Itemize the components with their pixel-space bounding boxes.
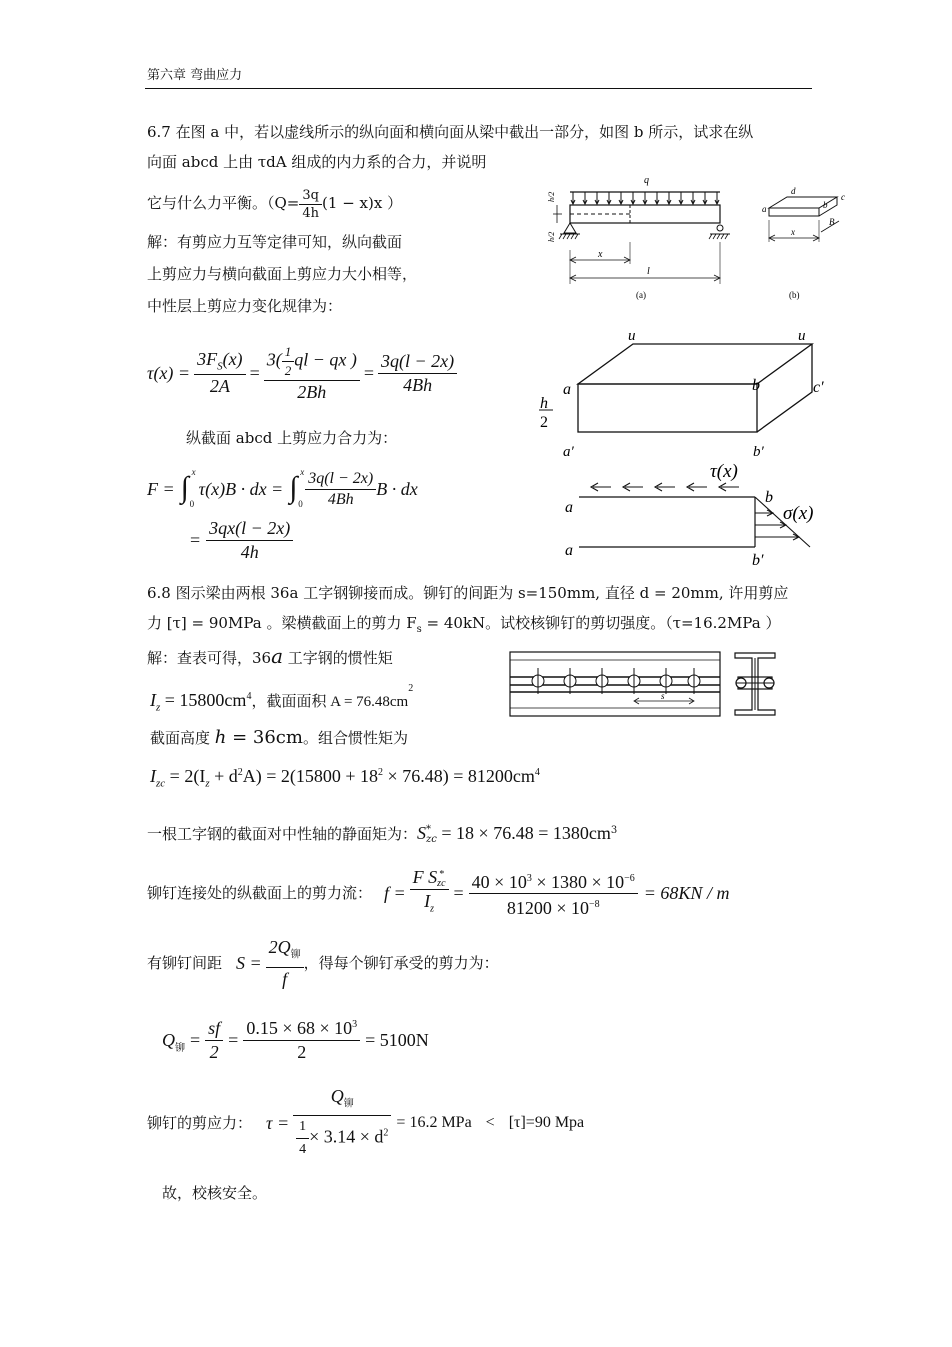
half-den: 2 (284, 362, 292, 378)
piece-label-b: b (823, 200, 828, 210)
tau-f1-den: 2A (209, 375, 230, 396)
Q-symbol: Q (162, 1029, 175, 1050)
half-num: 1 (282, 344, 295, 362)
sigma-label: σ(x) (783, 503, 814, 524)
f-frac-2 (469, 869, 638, 918)
F-res-den: 4h (240, 541, 259, 562)
p68-line2-main: 力 [τ] = 90MPa 。梁横截面上的剪力 F (147, 614, 417, 632)
tau-f2-pre: 3( (266, 349, 282, 370)
tau-f3-num: 3q(l − 2x) (378, 351, 457, 374)
x-dim-label: x (598, 249, 603, 260)
block-top-label: u (628, 332, 636, 344)
Iz-symbol: I (150, 690, 156, 710)
integral-sign-1: ∫ x 0 (180, 467, 196, 509)
Iz-sub: z (156, 701, 161, 714)
stress-label-a2: a (565, 542, 573, 559)
int-upper-1: x (191, 467, 196, 477)
h-half-top-label: h/2 (547, 191, 556, 202)
solution-6-8-line1 (147, 646, 393, 668)
line3-post: (1 − x)x ） (322, 194, 403, 212)
tau-equation (147, 335, 457, 411)
eq-sign: = (249, 362, 260, 383)
Izc-sub: zc (156, 777, 166, 790)
figure-a-beam (540, 170, 740, 305)
tau-f3-den: 4Bh (403, 374, 433, 395)
Iz-exp: 4 (246, 691, 252, 702)
solution-6-7-line3: 中性层上剪应力变化规律为： (147, 297, 343, 315)
eq-sign: = (228, 1029, 239, 1050)
integral-sign-2: ∫ x 0 (289, 467, 305, 509)
eq-sign: = (190, 1029, 201, 1050)
Q-sub: 铆 (175, 1043, 185, 1054)
tau-lhs: τ(x) = (147, 362, 191, 383)
S-frac-den: f (282, 968, 288, 989)
Izc-part1: = 2(I (165, 766, 206, 786)
Izc-part3: A) = 2(15800 + 18 (242, 766, 379, 786)
height-post: 。组合惯性矩为 (302, 729, 408, 747)
S-frac-num-sub: 铆 (290, 949, 301, 961)
F-int-1: τ(x)B · dx = (198, 478, 284, 499)
f2-den: 81200 × 10 (506, 897, 589, 918)
height-pre: 截面高度 (150, 729, 215, 747)
f-S-sub: zc (437, 877, 446, 889)
tau-f1-arg: (x) (222, 349, 243, 370)
piece-label-c: c (841, 192, 845, 202)
tau-rivet-lhs: τ = (266, 1113, 290, 1133)
height-h: h (214, 727, 227, 748)
tau-frac-1 (194, 349, 245, 397)
tau-rivet-den-e: 2 (383, 1127, 389, 1139)
block-label-a-prime: a′ (563, 444, 574, 460)
S-symbol: S (417, 823, 427, 843)
eq-sign: = (363, 362, 375, 383)
block-front-face (578, 384, 757, 432)
solution-6-7-line2: 上剪应力与横向截面上剪应力大小相等， (147, 265, 418, 283)
S-frac (266, 937, 304, 989)
F-frac-num: 3q(l − 2x) (305, 470, 376, 490)
problem-6-7-line2: 向面 abcd 上由 τdA 组成的内力系的合力，并说明 (147, 153, 487, 171)
tau-arrows (591, 483, 739, 491)
header-rule (145, 88, 812, 89)
F-frac (305, 470, 376, 509)
spacing-text: 有铆钉间距 (147, 954, 223, 972)
tau-frac-3 (378, 351, 457, 396)
int-upper-2: x (300, 467, 305, 477)
F-lhs: F = (147, 478, 175, 499)
static-text: 一根工字钢的截面对中性轴的静面矩为： (147, 825, 418, 843)
Q-frac1-den: 2 (209, 1041, 219, 1062)
S-lhs: S = (236, 953, 262, 973)
stress-label-b: b (765, 489, 773, 506)
shear-text: 铆钉的剪应力： (147, 1114, 253, 1132)
spacing-s-label: s (661, 691, 665, 701)
cross-section-view (730, 650, 780, 718)
area-exp: 2 (408, 683, 414, 694)
F-frac-den: 4Bh (327, 490, 354, 508)
stress-figure (555, 455, 835, 570)
figure-b-caption: (b) (789, 290, 800, 300)
problem-6-8-line2 (147, 613, 780, 640)
tau-f2-post: ql − qx ) (294, 349, 357, 370)
tau-label: τ(x) (710, 461, 738, 482)
f-num: F S (412, 866, 438, 887)
Q-frac2-num: 0.15 × 68 × 10 (246, 1017, 353, 1038)
block-label-b: b (752, 377, 760, 394)
Izc-Iz-sub: z (205, 777, 210, 790)
conclusion: 故，校核安全。 (162, 1184, 268, 1202)
stress-label-a: a (565, 499, 573, 516)
area-text: ，截面面积 A = 76.48cm (251, 694, 409, 710)
h-half-bottom-label: h/2 (547, 231, 556, 242)
distributed-load-arrows (571, 192, 719, 204)
tau-f1-num: 3F (197, 349, 218, 370)
load-q-label: q (644, 175, 649, 186)
Q-frac1-num: sf (205, 1018, 223, 1041)
block-top-right-label: u (798, 332, 806, 344)
piece-B-label: B (829, 217, 835, 227)
f2-num-mid: × 1380 × 10 (531, 871, 625, 892)
S-sub: zc (426, 834, 437, 845)
S-exp: 3 (610, 825, 618, 836)
piece-front-face (769, 208, 819, 216)
F-res-frac (206, 518, 293, 563)
sol1-pre: 解：查表可得，36 (147, 649, 272, 667)
problem-6-7-line3 (147, 183, 402, 223)
line3-pre: 它与什么力平衡。（Q= (147, 194, 300, 212)
Izc-line (150, 766, 540, 790)
eq-sign: = (190, 529, 201, 550)
piece-label-a: a (762, 204, 767, 214)
block-h-num: h (540, 395, 548, 412)
problem-6-7-line1: 6.7 在图 a 中，若以虚线所示的纵向面和横向面从梁中截出一部分，如图 b 所示，试求在纵 (147, 123, 754, 141)
shear-flow-line (147, 863, 729, 923)
quarter-den: 4 (299, 1142, 307, 1158)
piece-label-d: d (791, 186, 796, 196)
tau-rivet-result: = 16.2 MPa (396, 1114, 472, 1131)
p68-line2-post: = 40kN。试校核铆钉的剪切强度。（τ=16.2MPa ） (421, 614, 781, 632)
f-lhs: f = (384, 883, 406, 903)
block-h-den: 2 (540, 414, 548, 431)
tau-f2-den: 2Bh (297, 381, 327, 402)
block-top-face (578, 344, 812, 384)
force-integral (147, 463, 418, 515)
spacing-line (147, 937, 499, 989)
S-sup: * (426, 824, 432, 835)
Q-frac2-den: 2 (297, 1041, 307, 1062)
eq-sign: = (453, 883, 464, 903)
figure-b-piece (755, 180, 850, 305)
tau-rivet-frac (293, 1086, 391, 1161)
stress-label-b-prime: b′ (752, 552, 764, 569)
Q-rivet-line (162, 1012, 429, 1068)
q-fraction (299, 188, 322, 221)
f-den-sub: z (430, 903, 435, 915)
q-frac-num: 3q (299, 188, 322, 205)
S-value: = 18 × 76.48 = 1380cm (436, 823, 611, 843)
block-3d-figure (535, 332, 835, 462)
Q-frac2-num-e: 3 (352, 1018, 358, 1030)
figure-a-caption: (a) (636, 290, 646, 300)
force-result (190, 515, 293, 565)
tau-f1-sub: S (217, 360, 223, 373)
half-frac (282, 344, 295, 379)
rivet-shear-line (147, 1085, 585, 1158)
sol1-a: a (271, 644, 284, 668)
block-label-a: a (563, 381, 571, 398)
f-den: I (424, 890, 431, 911)
tau-frac-2 (264, 344, 360, 403)
f-frac-1 (410, 867, 449, 919)
f2-num-a: 40 × 10 (471, 871, 527, 892)
pin-support (564, 223, 576, 233)
height-value: = 36cm (226, 727, 303, 748)
spacing-post: ，得每个铆钉承受的剪力为： (303, 954, 499, 972)
Q-frac-2 (243, 1018, 360, 1063)
Q-frac-1 (205, 1018, 223, 1063)
quarter-frac (296, 1117, 309, 1160)
Izc-part2: + d (209, 766, 238, 786)
q-frac-den: 4h (302, 205, 320, 221)
tau-rivet-num-sub: 铆 (343, 1098, 354, 1110)
height-line (150, 728, 408, 748)
S-frac-num: 2Q (268, 937, 291, 958)
tau-rivet-den-rest: × 3.14 × d (309, 1126, 384, 1147)
f-S-sup: * (438, 868, 444, 880)
Izc-symbol: I (150, 766, 156, 786)
riveted-beam-side-view (508, 650, 723, 720)
Iz-line (150, 683, 414, 714)
less-than: < (485, 1114, 495, 1131)
f-result: = 68KN / m (643, 883, 730, 903)
chapter-header: 第六章 弯曲应力 (147, 68, 243, 83)
F-res-num: 3qx(l − 2x) (206, 518, 293, 541)
resultant-text: 纵截面 abcd 上剪应力合力为： (186, 429, 398, 447)
sol1-post: 工字钢的惯性矩 (283, 649, 393, 667)
Izc-sq2: 2 (378, 767, 384, 778)
f2-num-e1: 3 (526, 872, 532, 884)
quarter-num: 1 (296, 1117, 309, 1139)
problem-6-8-line1: 6.8 图示梁由两根 36a 工字钢铆接而成。铆钉的间距为 s=150mm, 直径 d = 20mm, 许用剪应 (147, 584, 789, 602)
flow-text: 铆钉连接处的纵截面上的剪力流： (147, 884, 373, 902)
solution-6-7-line1: 解：有剪应力互等定律可知，纵向截面 (147, 233, 403, 251)
int-lower-2: 0 (298, 499, 303, 509)
roller-support (717, 225, 723, 231)
block-side-face (757, 344, 812, 432)
F-post: B · dx (376, 478, 418, 499)
p68-line2-sub: s (416, 624, 422, 635)
block-label-b-prime: b′ (753, 444, 764, 460)
Izc-sq1: 2 (237, 767, 243, 778)
int-lower-1: 0 (189, 499, 195, 509)
Izc-part4: × 76.48) = 81200cm (383, 766, 535, 786)
f2-den-e: −8 (588, 898, 600, 910)
S-scripts (426, 825, 437, 845)
piece-x-label: x (791, 227, 795, 237)
Izc-exp: 4 (534, 767, 540, 778)
Iz-value: = 15800cm (160, 690, 247, 710)
f2-num-e2: −6 (624, 872, 635, 884)
Q-result: = 5100N (365, 1029, 429, 1050)
block-label-c: c′ (813, 379, 824, 396)
static-moment-line (147, 818, 617, 847)
allowable-stress: [τ]=90 Mpa (508, 1114, 585, 1131)
l-dim-label: l (647, 266, 650, 277)
tau-rivet-num: Q (330, 1085, 344, 1106)
